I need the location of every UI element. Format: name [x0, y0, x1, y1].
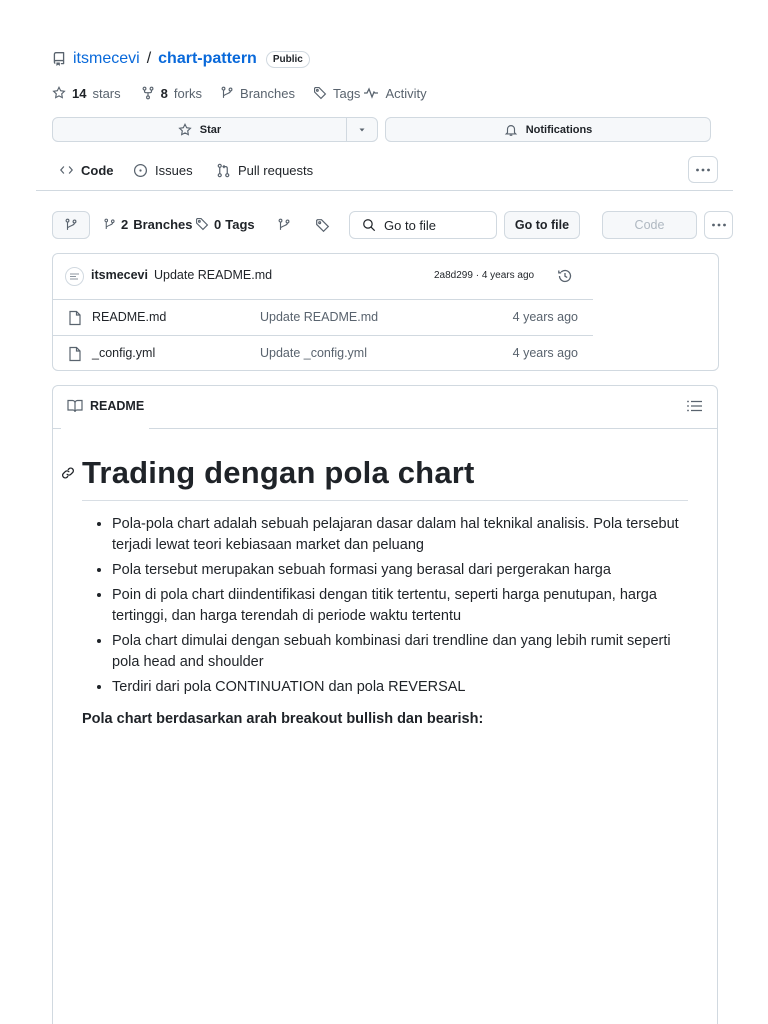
tab-code-label: Code — [81, 162, 114, 178]
link-icon[interactable] — [61, 466, 75, 480]
notifications-label: Notifications — [525, 123, 593, 136]
tab-issues-label: Issues — [155, 162, 193, 178]
latest-commit-row — [53, 254, 593, 300]
tag-icon — [315, 218, 330, 233]
star-button[interactable] — [53, 118, 347, 141]
fork-icon — [141, 86, 155, 100]
activity-link[interactable] — [363, 86, 426, 101]
bell-icon — [504, 123, 518, 137]
tag-icon-button[interactable] — [311, 213, 333, 237]
file-nav-more-button[interactable] — [704, 211, 733, 239]
readme-tab[interactable] — [67, 399, 144, 413]
list-item: • Poin di pola chart diindentifikasi dengan titik tertentu, seperti harga penutupan, harga tertinggi, dan harga terendah di periode waktu tertentu — [112, 585, 702, 627]
star-button-group — [52, 117, 378, 142]
stars-count: 14 — [72, 85, 87, 101]
repo-separator: / — [146, 50, 152, 67]
readme-bullet-list — [112, 514, 702, 702]
tags-count: 0 — [214, 216, 222, 232]
tags-label: Tags — [332, 85, 361, 101]
branches-count-label: Branches — [133, 216, 193, 232]
branch-icon — [277, 218, 291, 232]
file-name-link[interactable]: README.md — [92, 310, 167, 324]
list-item: • Terdiri dari pola CONTINUATION dan pola REVERSAL — [112, 677, 702, 698]
stars-label: stars — [92, 85, 121, 101]
branch-icon — [220, 86, 234, 100]
branches-count-link[interactable] — [103, 214, 192, 234]
branches-label: Branches — [240, 85, 295, 101]
tags-count-label: Tags — [225, 216, 255, 232]
readme-header — [53, 386, 717, 429]
star-icon — [178, 123, 192, 137]
file-row[interactable] — [53, 336, 593, 371]
pulse-icon — [363, 86, 379, 100]
file-commit-message[interactable]: Update _config.yml — [260, 346, 368, 360]
code-icon — [59, 163, 74, 177]
commit-author-link[interactable]: itsmecevi — [91, 268, 148, 282]
branch-icon-button[interactable] — [273, 213, 295, 237]
readme-bold-paragraph: Pola chart berdasarkan arah breakout bullish dan bearish: — [82, 711, 484, 727]
search-icon — [362, 218, 376, 232]
go-to-file-placeholder: Go to file — [384, 217, 437, 233]
issue-icon — [133, 163, 148, 178]
file-commit-date: 4 years ago — [512, 346, 578, 360]
file-commit-message[interactable]: Update README.md — [260, 310, 379, 324]
branch-picker-button[interactable] — [52, 211, 90, 239]
triangle-down-icon — [358, 127, 366, 133]
go-to-file-button[interactable]: Go to file — [504, 211, 580, 239]
tab-issues[interactable] — [133, 150, 193, 190]
readme-tab-label: README — [90, 399, 145, 413]
book-icon — [67, 399, 83, 413]
tab-pull-requests-label: Pull requests — [238, 162, 314, 178]
tags-count-link[interactable] — [195, 214, 255, 234]
tags-link[interactable] — [313, 86, 360, 101]
branches-link[interactable] — [220, 86, 295, 101]
file-table — [52, 253, 719, 371]
commit-hash-time[interactable]: 2a8d299 · 4 years ago — [434, 270, 535, 281]
notifications-button[interactable] — [385, 117, 711, 142]
repo-meta-row — [52, 84, 427, 102]
readme-title: Trading dengan pola chart — [82, 455, 688, 501]
branch-icon — [64, 218, 78, 232]
activity-label: Activity — [385, 85, 427, 101]
code-dropdown-button[interactable]: Code — [602, 211, 697, 239]
outline-list-icon[interactable] — [687, 400, 702, 412]
repo-tabs — [36, 150, 733, 191]
file-commit-date: 4 years ago — [512, 310, 578, 324]
readme-tab-underline — [61, 427, 149, 429]
list-item: • Pola tersebut merupakan sebuah formasi yang berasal dari pergerakan harga — [112, 560, 702, 581]
file-icon — [68, 310, 82, 326]
repo-name-link[interactable]: chart-pattern — [158, 50, 257, 67]
history-icon[interactable] — [557, 268, 573, 284]
star-label: Star — [199, 123, 222, 136]
forks-label: forks — [173, 85, 203, 101]
pull-request-icon — [216, 163, 231, 178]
tag-icon — [195, 217, 209, 231]
kebab-horizontal-icon — [695, 168, 711, 172]
forks-link[interactable] — [141, 86, 202, 101]
file-icon — [68, 346, 82, 362]
go-to-file-input[interactable] — [349, 211, 497, 239]
star-list-dropdown[interactable] — [347, 118, 377, 141]
branches-count: 2 — [121, 216, 129, 232]
branch-icon — [103, 218, 116, 231]
list-item: • Pola-pola chart adalah sebuah pelajaran dasar dalam hal teknikal analisis. Pola tersebut terjadi lewat teori kebiasaan market dan peluang — [112, 514, 702, 556]
repo-header — [52, 49, 310, 69]
tab-code[interactable] — [59, 150, 114, 190]
readme-panel — [52, 385, 718, 1024]
tab-pull-requests[interactable] — [216, 150, 313, 190]
file-row[interactable] — [53, 300, 593, 336]
file-name-link[interactable]: _config.yml — [92, 346, 156, 360]
repo-owner-link[interactable]: itsmecevi — [73, 50, 140, 67]
tag-icon — [313, 86, 327, 100]
kebab-horizontal-icon — [711, 223, 727, 227]
visibility-badge: Public — [266, 51, 310, 68]
repo-more-button[interactable] — [688, 156, 718, 183]
forks-count: 8 — [160, 85, 168, 101]
commit-message-link[interactable]: Update README.md — [154, 268, 273, 282]
stars-link[interactable] — [52, 86, 121, 101]
repo-icon — [52, 52, 66, 66]
list-item: • Pola chart dimulai dengan sebuah kombinasi dari trendline dan yang lebih rumit seperti pola head and shoulder — [112, 631, 702, 673]
avatar[interactable] — [65, 267, 84, 286]
star-icon — [52, 86, 66, 100]
